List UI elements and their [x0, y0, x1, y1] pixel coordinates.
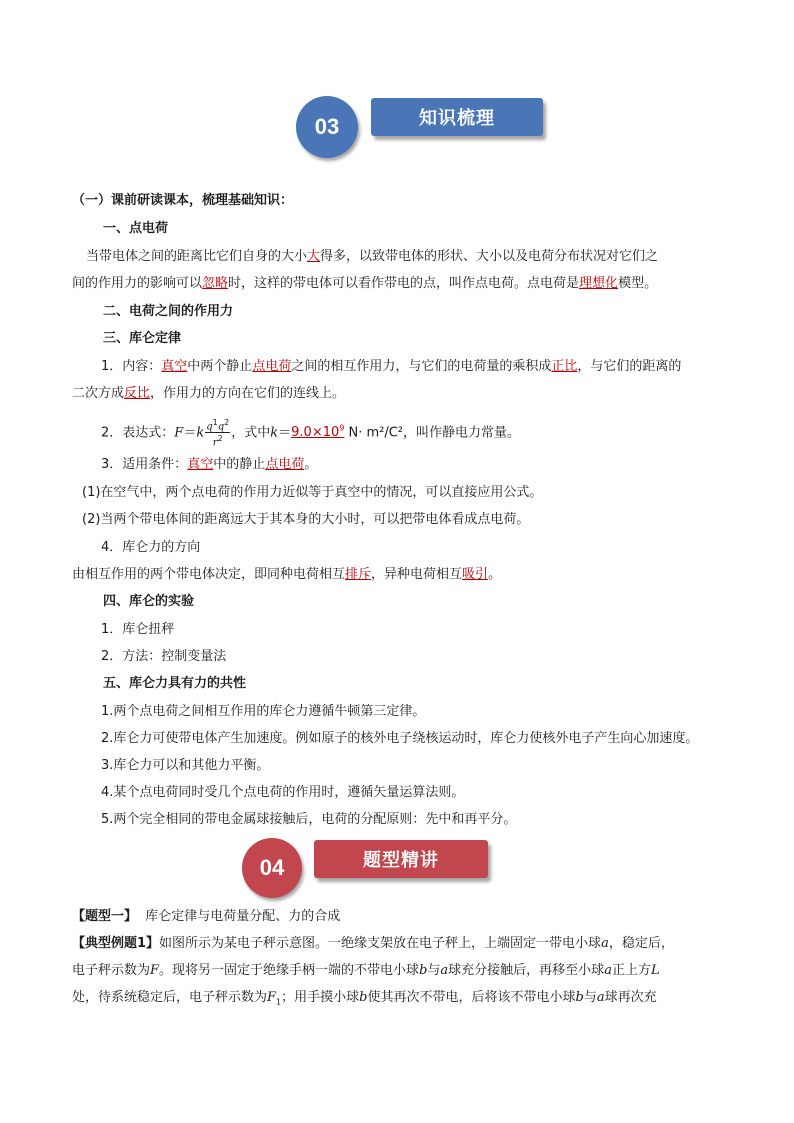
text: ，异种电荷相互 — [371, 567, 463, 582]
text: 2．表达式： — [101, 425, 175, 441]
text: N· m²/C²，叫作静电力常量。 — [348, 425, 521, 441]
sup: 9 — [339, 424, 345, 433]
answer: 理想化 — [579, 276, 619, 291]
text: ＝ — [183, 425, 197, 441]
experiment-item-1: 1．库仑扭秤 — [101, 622, 175, 637]
section-title: 知识梳理 — [371, 98, 543, 136]
var: a — [601, 936, 609, 951]
heading-coulomb-law: 三、库仑定律 — [103, 331, 182, 346]
coulomb-direction-text — [72, 566, 501, 584]
sub: 1 — [276, 997, 282, 1007]
var-f: F — [174, 425, 184, 441]
text: 处，待系统稳定后，电子秤示数为 — [72, 990, 268, 1005]
text: ；用手摸小球 — [281, 990, 360, 1005]
text: ，稳定后， — [608, 936, 674, 951]
var: a — [440, 963, 449, 978]
section-number-badge: 03 — [296, 96, 358, 158]
formula-fraction — [205, 417, 230, 449]
text: 正上方 — [611, 963, 651, 978]
var: b — [575, 990, 584, 1005]
commonality-item-1: 1.两个点电荷之间相互作用的库仑力遵循牛顿第三定律。 — [101, 704, 426, 719]
answer: 排斥 — [345, 567, 372, 582]
coulomb-content-1 — [101, 358, 681, 376]
var: L — [650, 963, 660, 978]
var-q: q — [217, 421, 225, 433]
coulomb-conditions — [101, 456, 317, 474]
answer: 反比 — [124, 386, 151, 401]
text: ，式中 — [231, 425, 271, 441]
var: F — [267, 990, 277, 1005]
var: b — [419, 963, 428, 978]
text: 间的作用力的影响可以 — [72, 276, 203, 291]
note-2: (2)当两个带电体间的距离远大于其本身的大小时，可以把带电体看成点电荷。 — [82, 512, 530, 527]
example-line-2 — [72, 962, 660, 980]
var: a — [604, 963, 612, 978]
text: 与 — [427, 963, 441, 978]
text: ＝ — [278, 425, 292, 441]
text: 与 — [583, 990, 597, 1005]
text: 1．内容： — [101, 359, 162, 374]
heading-force-commonality: 五、库仑力具有力的共性 — [103, 676, 247, 691]
var: F — [150, 963, 160, 978]
sup: 2 — [217, 434, 223, 444]
text: 库仑定律与电荷量分配、力的合成 — [145, 909, 341, 924]
label: 【题型一】 — [72, 909, 138, 924]
answer: 点电荷 — [265, 457, 305, 472]
coulomb-content-2 — [72, 385, 345, 403]
experiment-item-2: 2．方法：控制变量法 — [101, 649, 227, 664]
text: 当带电体之间的距离比它们自身的大小 — [86, 249, 308, 264]
text: 球再次充 — [604, 990, 657, 1005]
example-line-1 — [72, 935, 674, 953]
text: ，作用力的方向在它们的连线上。 — [150, 386, 346, 401]
answer: 真空 — [161, 359, 188, 374]
section-04-header — [242, 838, 492, 900]
coulomb-formula-line — [101, 414, 520, 449]
example-line-3 — [72, 989, 657, 1012]
text: 中的静止 — [213, 457, 266, 472]
answer-constant — [291, 425, 344, 440]
text: 时，这样的带电体可以看作带电的点，叫作点电荷。点电荷是 — [228, 276, 580, 291]
question-type-1 — [72, 908, 340, 926]
text: ，与它们的距离的 — [577, 359, 682, 374]
section-number-badge: 04 — [242, 838, 302, 898]
text: 得多，以致带电体的形状、大小以及电荷分布状况对它们之 — [320, 249, 659, 264]
text: 3．适用条件： — [101, 457, 188, 472]
text: 中两个静止 — [187, 359, 253, 374]
text: 由相互作用的两个带电体决定，即同种电荷相互 — [72, 567, 346, 582]
answer: 真空 — [187, 457, 214, 472]
text: 。 — [304, 457, 318, 472]
note-1: (1)在空气中，两个点电荷的作用力近似等于真空中的情况，可以直接应用公式。 — [82, 485, 543, 500]
intro-heading: （一）课前研读课本，梳理基础知识： — [72, 193, 294, 208]
var-q: q — [206, 421, 213, 433]
text: 球充分接触后，再移至小球 — [448, 963, 605, 978]
text: 。 — [488, 567, 502, 582]
fraction-numerator — [205, 417, 230, 433]
text: 电子秤示数为 — [72, 963, 151, 978]
commonality-item-5: 5.两个完全相同的带电金属球接触后，电荷的分配原则：先中和再平分。 — [101, 812, 517, 827]
text: 二次方成 — [72, 386, 125, 401]
answer: 正比 — [551, 359, 578, 374]
answer: 吸引 — [462, 567, 489, 582]
var-k: k — [196, 425, 205, 441]
sup: 1 — [212, 418, 218, 427]
paragraph-point-charge-2 — [72, 275, 657, 293]
answer: 忽略 — [202, 276, 229, 291]
text: 使其再次不带电，后将该不带电小球 — [367, 990, 576, 1005]
sup: 2 — [224, 418, 230, 427]
section-title: 题型精讲 — [314, 840, 488, 878]
text: 模型。 — [618, 276, 658, 291]
coulomb-direction-heading: 4．库仑力的方向 — [101, 540, 201, 555]
var-k: k — [270, 425, 279, 441]
var-r: r — [212, 437, 218, 449]
heading-coulomb-experiment: 四、库仑的实验 — [103, 594, 195, 609]
var: a — [596, 990, 605, 1005]
commonality-item-2: 2.库仑力可使带电体产生加速度。例如原子的核外电子绕核运动时，库仑力使核外电子产生向心加速度。 — [101, 731, 699, 746]
heading-point-charge: 一、点电荷 — [103, 221, 169, 236]
heading-force-between-charges: 二、电荷之间的作用力 — [103, 304, 234, 319]
commonality-item-3: 3.库仑力可以和其他力平衡。 — [101, 758, 270, 773]
text: 之间的相互作用力，与它们的电荷量的乘积成 — [291, 359, 552, 374]
commonality-item-4: 4.某个点电荷同时受几个点电荷的作用时，遵循矢量运算法则。 — [101, 785, 465, 800]
paragraph-point-charge-1 — [86, 248, 658, 266]
label: 【典型例题1】 — [72, 936, 160, 951]
section-03-header — [296, 96, 546, 160]
text: 如图所示为某电子秤示意图。一绝缘支架放在电子秤上，上端固定一带电小球 — [159, 936, 602, 951]
text: 。现将另一固定于绝缘手柄一端的不带电小球 — [159, 963, 420, 978]
var: b — [359, 990, 368, 1005]
answer: 点电荷 — [252, 359, 292, 374]
fraction-denominator — [205, 433, 230, 448]
text: 9.0×10 — [291, 425, 340, 441]
answer: 大 — [307, 249, 321, 264]
